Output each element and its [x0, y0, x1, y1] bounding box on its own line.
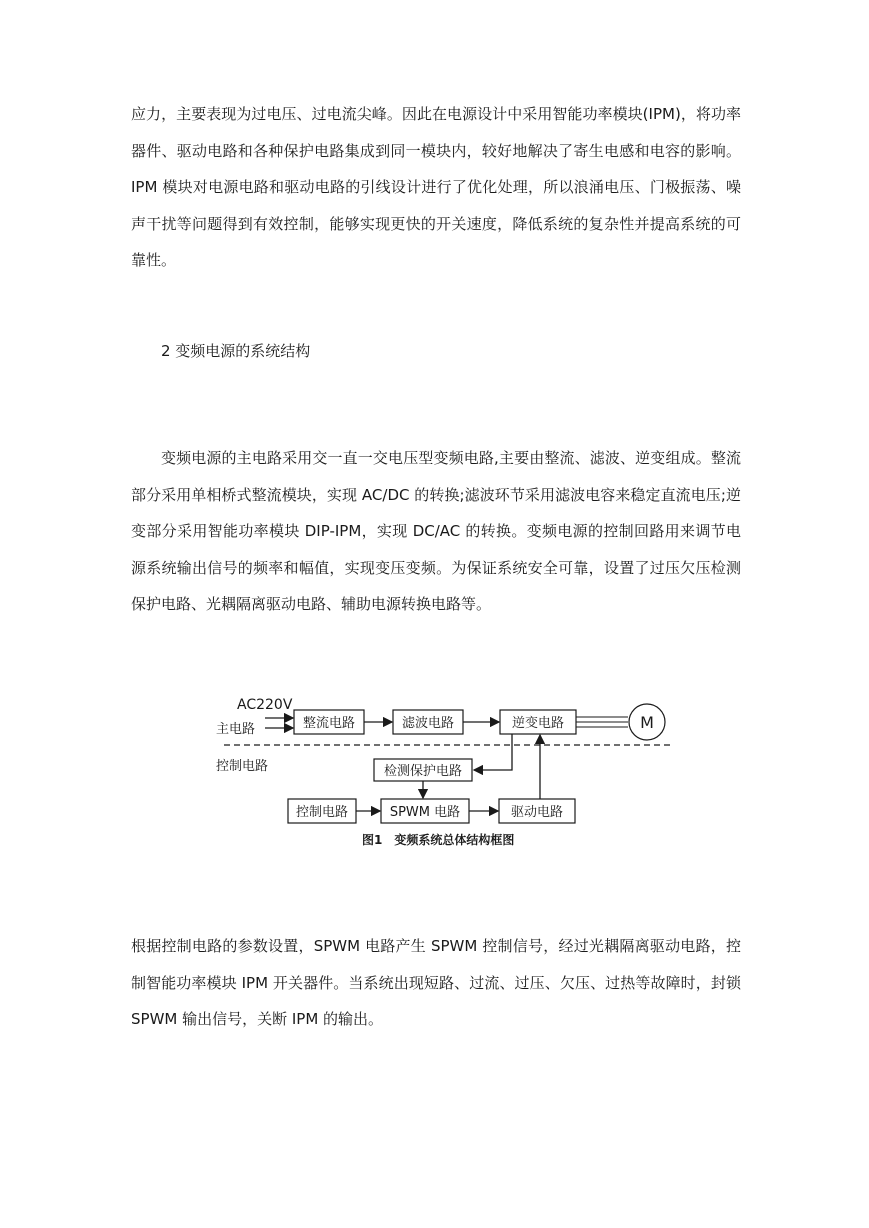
inverter-label: 逆变电路: [511, 716, 565, 731]
driver-label: 驱动电路: [510, 805, 564, 820]
block-diagram: [210, 690, 680, 855]
spwm-label: SPWM 电路: [389, 805, 461, 820]
paragraph-system-structure: 变频电源的主电路采用交一直一交电压型变频电路,主要由整流、滤波、逆变组成。整流部分采用单相桥式整流模块，实现 AC/DC 的转换;滤波环节采用滤波电容来稳定直流电压;逆变部分采用智能功率模块 DIP-IPM，实现 DC/AC 的转换。变频电源的控制回路用来调节电源系统输出信号的频率和幅值，实现变压变频。为保证系统安全可靠，设置了过压欠压检测保护电路、光耦隔离驱动电路、辅助电源转换电路等。: [131, 449, 741, 613]
paragraph-control-description: 根据控制电路的参数设置，SPWM 电路产生 SPWM 控制信号，经过光耦隔离驱动电路，控制智能功率模块 IPM 开关器件。当系统出现短路、过流、过压、欠压、过热等故障时，封锁 SPWM 输出信号，关断 IPM 的输出。: [131, 937, 741, 1028]
motor-label: M: [640, 713, 654, 732]
block-diagram-figure: [210, 690, 680, 855]
paragraph-ipm-intro: 应力，主要表现为过电压、过电流尖峰。因此在电源设计中采用智能功率模块(IPM)，将功率器件、驱动电路和各种保护电路集成到同一模块内，较好地解决了寄生电感和电容的影响。IPM 模块对电源电路和驱动电路的引线设计进行了优化处理，所以浪涌电压、门极振荡、噪声干扰等问题得到有效控制，能够实现更快的开关速度，降低系统的复杂性并提高系统的可靠性。: [131, 105, 741, 269]
main-circuit-label: 主电路: [216, 722, 256, 737]
control-circuit-section-label: 控制电路: [216, 759, 269, 774]
section-heading: 2 变频电源的系统结构: [161, 342, 311, 360]
input-label: AC220V: [237, 697, 293, 713]
rectifier-label: 整流电路: [302, 716, 356, 731]
protection-label: 检测保护电路: [383, 764, 463, 779]
figure-caption: 图1 变频系统总体结构框图: [362, 833, 515, 847]
inverter-to-protection-arrow: [474, 734, 512, 770]
controller-label: 控制电路: [295, 805, 349, 820]
filter-label: 滤波电路: [401, 716, 455, 731]
